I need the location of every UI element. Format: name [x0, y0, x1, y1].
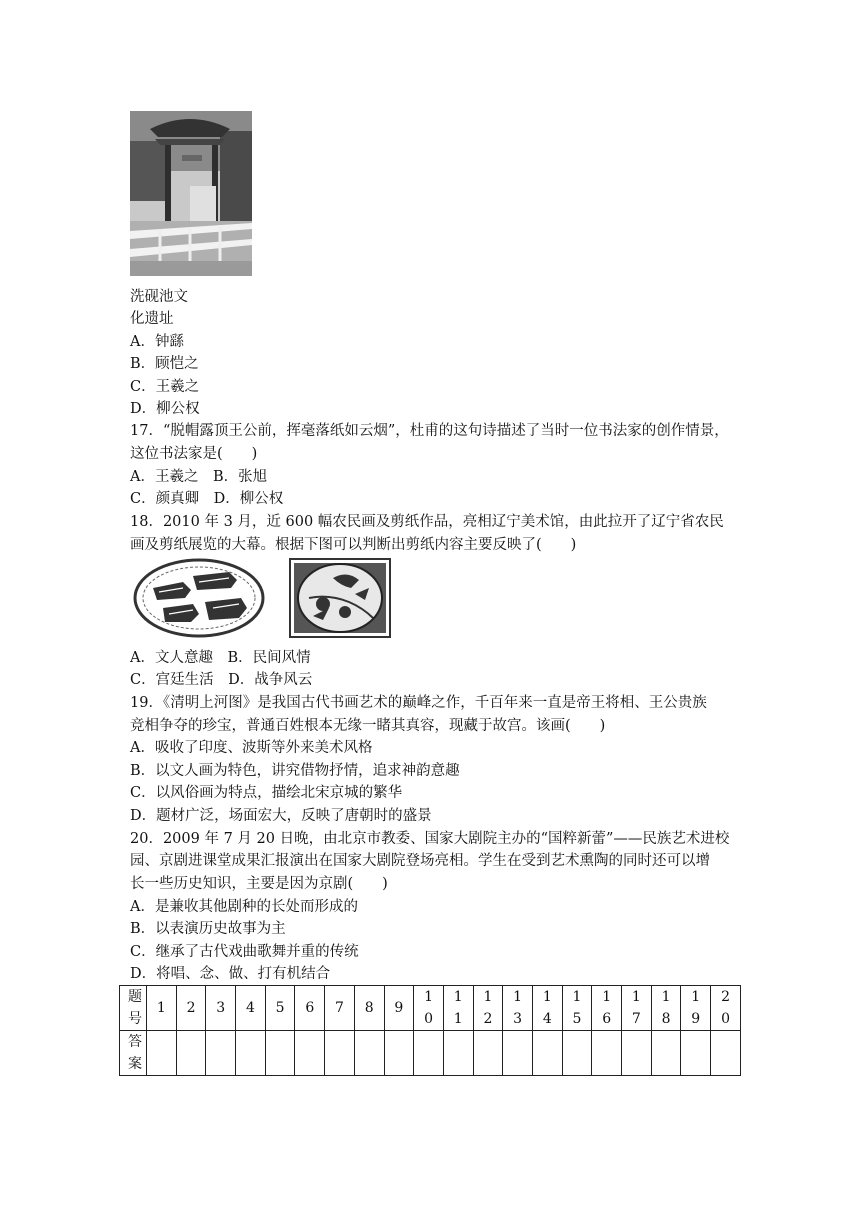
answer-cell[interactable] [384, 1031, 414, 1076]
answer-cell[interactable] [176, 1031, 206, 1076]
q16-option-c: C．王羲之 [130, 379, 200, 395]
image-caption-line-1: 洗砚池文 [130, 289, 188, 305]
papercut-animals-image [133, 558, 265, 638]
answer-cell[interactable] [443, 1031, 473, 1076]
image-caption-line-2: 化遗址 [130, 311, 174, 327]
q18-options-line-1: A．文人意趣 B．民间风情 [130, 650, 311, 666]
q17-options-line-2: C．颜真卿 D．柳公权 [130, 491, 284, 507]
q19-option-c: C．以风俗画为特点，描绘北宋京城的繁华 [130, 785, 403, 801]
question-number-cell: 1 [147, 986, 177, 1031]
answer-cell[interactable] [325, 1031, 355, 1076]
answer-cell[interactable] [592, 1031, 622, 1076]
answer-cell[interactable] [265, 1031, 295, 1076]
question-number-cell: 18 [651, 986, 681, 1031]
q16-option-a: A．钟繇 [130, 334, 184, 350]
question-number-cell: 10 [414, 986, 444, 1031]
q20-stem-line-1: 20．2009 年 7 月 20 日晚，由北京市教委、国家大剧院主办的“国粹新蕾”——民族艺术进校 [130, 831, 730, 847]
answer-cell[interactable] [562, 1031, 592, 1076]
question-number-cell: 3 [206, 986, 236, 1031]
answer-cell[interactable] [532, 1031, 562, 1076]
question-number-cell: 8 [354, 986, 384, 1031]
answer-cell[interactable] [711, 1031, 741, 1076]
question-number-cell: 11 [443, 986, 473, 1031]
q16-option-d: D．柳公权 [130, 401, 200, 417]
q19-option-b: B．以文人画为特色，讲究借物抒情，追求神韵意趣 [130, 763, 460, 779]
q19-option-a: A．吸收了印度、波斯等外来美术风格 [130, 740, 373, 756]
answer-cell[interactable] [651, 1031, 681, 1076]
answer-cell[interactable] [236, 1031, 266, 1076]
q19-stem-line-1: 19．《清明上河图》是我国古代书画艺术的巅峰之作，千百年来一直是帝王将相、王公贵族 [130, 695, 707, 711]
answer-table [119, 985, 741, 1076]
answer-header: 答案 [120, 1031, 147, 1076]
q19-stem-line-2: 竞相争夺的珍宝，普通百姓根本无缘一睹其真容，现藏于故宫。该画( ) [130, 718, 606, 734]
answer-cell[interactable] [681, 1031, 711, 1076]
q18-stem-line-1: 18．2010 年 3 月，近 600 幅农民画及剪纸作品，亮相辽宁美术馆，由此拉开了辽宁省农民 [130, 514, 724, 530]
question-number-cell: 9 [384, 986, 414, 1031]
question-number-header: 题号 [120, 986, 147, 1031]
q20-stem-line-2: 园、京剧进课堂成果汇报演出在国家大剧院登场亮相。学生在受到艺术熏陶的同时还可以增 [130, 853, 710, 869]
question-number-cell: 20 [711, 986, 741, 1031]
question-number-cell: 19 [681, 986, 711, 1031]
q18-stem-line-2: 画及剪纸展览的大幕。根据下图可以判断出剪纸内容主要反映了( ) [130, 537, 577, 553]
answer-cell[interactable] [354, 1031, 384, 1076]
q17-stem-line-1: 17．“脱帽露顶王公前，挥毫落纸如云烟”，杜甫的这句诗描述了当时一位书法家的创作情景， [130, 423, 729, 439]
question-number-cell: 2 [176, 986, 206, 1031]
q20-stem-line-3: 长一些历史知识，主要是因为京剧( ) [130, 876, 388, 892]
answer-cell[interactable] [147, 1031, 177, 1076]
question-number-cell: 13 [503, 986, 533, 1031]
pavilion-photo [130, 111, 252, 276]
question-number-cell: 7 [325, 986, 355, 1031]
q17-stem-line-2: 这位书法家是( ) [130, 446, 258, 462]
answer-cell[interactable] [473, 1031, 503, 1076]
q16-option-b: B．顾恺之 [130, 356, 199, 372]
question-number-cell: 16 [592, 986, 622, 1031]
q20-option-d: D．将唱、念、做、打有机结合 [130, 966, 331, 982]
q19-option-d: D．题材广泛，场面宏大，反映了唐朝时的盛景 [130, 808, 432, 824]
question-number-cell: 6 [295, 986, 325, 1031]
q18-options-line-2: C．宫廷生活 D．战争风云 [130, 672, 313, 688]
q20-option-b: B．以表演历史故事为主 [130, 921, 286, 937]
question-number-cell: 12 [473, 986, 503, 1031]
answer-cell[interactable] [295, 1031, 325, 1076]
q17-options-line-1: A．王羲之 B．张旭 [130, 469, 268, 485]
answer-cell[interactable] [503, 1031, 533, 1076]
question-number-cell: 14 [532, 986, 562, 1031]
question-number-cell: 4 [236, 986, 266, 1031]
answer-cell[interactable] [622, 1031, 652, 1076]
answer-cell[interactable] [414, 1031, 444, 1076]
question-number-cell: 5 [265, 986, 295, 1031]
answer-table-answer-row [120, 1031, 741, 1076]
q20-option-c: C．继承了古代戏曲歌舞并重的传统 [130, 944, 359, 960]
answer-table-number-row [120, 986, 741, 1031]
q20-option-a: A．是兼收其他剧种的长处而形成的 [130, 899, 358, 915]
papercut-bird-flower-image [289, 558, 391, 638]
answer-cell[interactable] [206, 1031, 236, 1076]
question-number-cell: 17 [622, 986, 652, 1031]
question-number-cell: 15 [562, 986, 592, 1031]
